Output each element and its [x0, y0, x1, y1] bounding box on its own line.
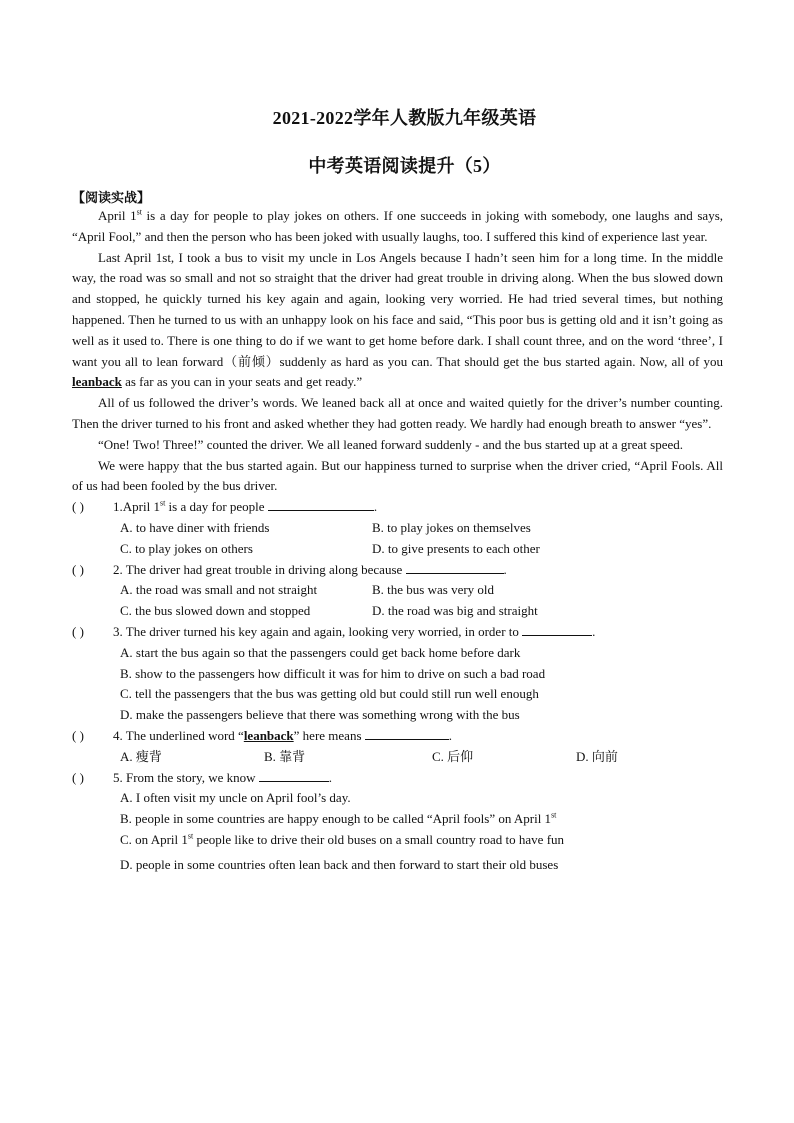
- option-b[interactable]: B. the bus was very old: [372, 582, 495, 598]
- option-c[interactable]: C. tell the passengers that the bus was getting old but could still run well enough: [120, 686, 539, 702]
- option-a[interactable]: A. to have diner with friends: [120, 519, 270, 535]
- option-b[interactable]: B. people in some countries are happy enough to be called “April fools” on April 1st: [120, 810, 557, 827]
- answer-blank: [365, 727, 449, 740]
- question-1-options-row-1: [72, 518, 723, 539]
- passage-paragraph-3: All of us followed the driver’s words. We leaned back all at once and waited quietly for the driver’s number counting. Then the driver turned to his front and asked whether they had gotten ready. We hardly had enough breath to answer “yes”.: [72, 395, 723, 431]
- option-c[interactable]: C. the bus slowed down and stopped: [120, 603, 311, 619]
- section-label: 【阅读实战】: [72, 190, 151, 205]
- option-b[interactable]: B. show to the passengers how difficult it was for him to drive on such a bad road: [120, 665, 546, 681]
- option-d[interactable]: D. the road was big and straight: [372, 603, 538, 619]
- passage-paragraph-1: April 1st is a day for people to play jokes on others. If one succeeds in joking with somebody, one laughs and says, “April Fool,” and then the person who has been joked with usually laughs, too. I suffered this kind of experience last year.: [72, 207, 724, 244]
- answer-paren[interactable]: ( ): [72, 623, 84, 639]
- answer-blank: [522, 623, 592, 636]
- underlined-word: leanback: [72, 374, 122, 390]
- worksheet-subtitle: 中考英语阅读提升（5）: [308, 156, 501, 176]
- option-d[interactable]: D. to give presents to each other: [372, 540, 540, 556]
- passage-paragraph-2: Last April 1st, I took a bus to visit my uncle in Los Angels because I hadn’t seen him for a long time. In the middle way, the road was so small and not so straight that the driver had great trouble in driving along. When the bus slowed down and stopped, he quickly turned his key again and again, looking very worried. He had tried several times, but nothing happened. Then he turned to us with an unhappy look on his face and said, “This poor bus is getting old and it isn’t going as well as it used to. There is one thing to do if we want to get home before dark. I shall count three, and on the word ‘three’, I want you all to lean forward（前倾）suddenly as hard as you can. That should get the bus started again. Now, all of you leanback as far as you can in your seats and get ready.”: [72, 249, 723, 390]
- answer-paren[interactable]: ( ): [72, 499, 84, 515]
- passage-paragraph-4: “One! Two! Three!” counted the driver. We all leaned forward suddenly - and the bus started up at a great speed.: [98, 436, 683, 452]
- question-5: ( ) 5. From the story, we know .: [72, 768, 723, 789]
- worksheet-page: [72, 104, 723, 876]
- option-c[interactable]: C. to play jokes on others: [120, 540, 253, 556]
- option-b[interactable]: B. 靠背: [264, 748, 306, 764]
- option-d[interactable]: D. people in some countries often lean back and then forward to start their old buses: [120, 856, 559, 872]
- answer-paren[interactable]: ( ): [72, 769, 84, 785]
- answer-blank: [259, 769, 329, 782]
- question-2-options-row-2: [72, 601, 723, 622]
- question-1: ( ) 1.April 1st is a day for people .: [72, 497, 723, 518]
- option-a[interactable]: A. start the bus again so that the passengers could get back home before dark: [120, 644, 521, 660]
- answer-blank: [268, 498, 374, 511]
- option-d[interactable]: D. 向前: [576, 748, 618, 764]
- answer-blank: [406, 561, 504, 574]
- underlined-word: leanback: [243, 727, 294, 743]
- option-a[interactable]: A. the road was small and not straight: [120, 582, 318, 598]
- option-a[interactable]: A. 瘦背: [120, 748, 162, 764]
- question-2-options-row-1: [72, 580, 723, 601]
- question-2: ( ) 2. The driver had great trouble in driving along because .: [72, 560, 723, 581]
- question-1-options-row-2: [72, 539, 723, 560]
- question-4: ( ) 4. The underlined word “leanback” here means .: [72, 726, 723, 747]
- option-c[interactable]: C. on April 1st people like to drive their old buses on a small country road to have fun: [120, 831, 565, 847]
- option-a[interactable]: A. I often visit my uncle on April fool’s day.: [120, 790, 351, 806]
- option-b[interactable]: B. to play jokes on themselves: [372, 519, 531, 535]
- answer-paren[interactable]: ( ): [72, 561, 84, 577]
- question-4-options: [72, 747, 723, 768]
- option-d[interactable]: D. make the passengers believe that there was something wrong with the bus: [120, 707, 520, 723]
- passage-paragraph-5: We were happy that the bus started again. But our happiness turned to surprise when the driver cried, “April Fools. All of us had been fooled by the bus driver.: [72, 457, 723, 494]
- answer-paren[interactable]: ( ): [72, 727, 84, 743]
- option-c[interactable]: C. 后仰: [432, 748, 474, 764]
- worksheet-title: 2021-2022学年人教版九年级英语: [272, 108, 537, 128]
- question-3: ( ) 3. The driver turned his key again and again, looking very worried, in order to .: [72, 622, 723, 643]
